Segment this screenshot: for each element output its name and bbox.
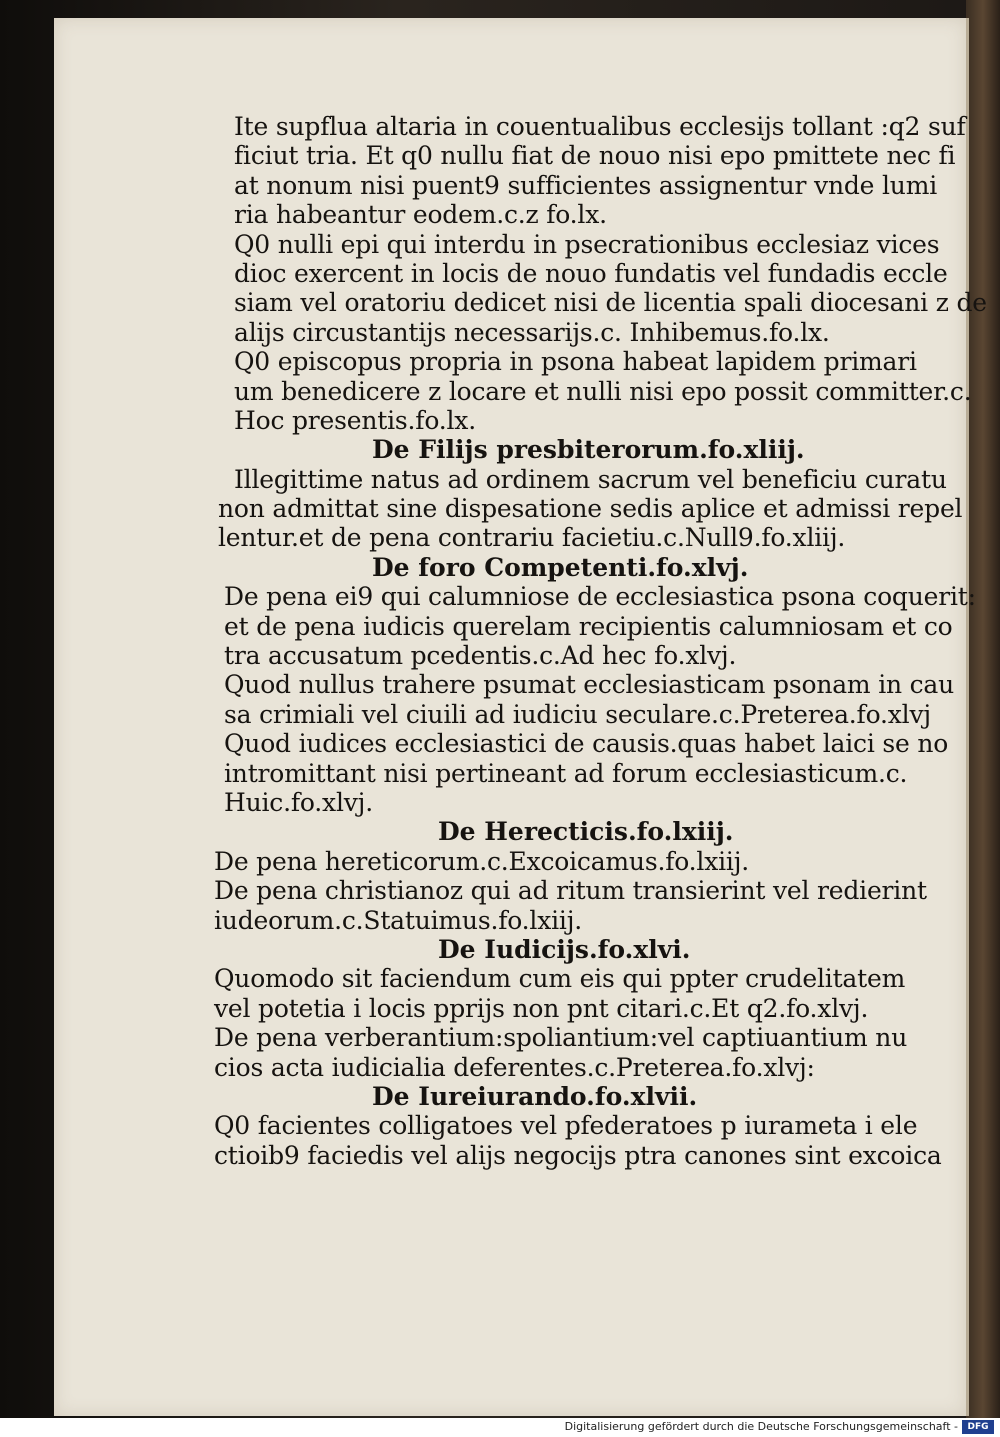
text-line: vel potetia i locis pprijs non pnt citari.c.Et q2.fo.xlvj. xyxy=(214,993,869,1023)
text-line: Illegittime natus ad ordinem sacrum vel beneficiu curatu xyxy=(234,464,947,494)
text-line: alijs circustantijs necessarijs.c. Inhibemus.fo.lx. xyxy=(234,317,830,347)
text-line: at nonum nisi puent9 sufficientes assignentur vnde lumi xyxy=(234,170,937,200)
section-heading: De foro Competenti.fo.xlvj. xyxy=(372,552,749,582)
section-heading: De Filijs presbiterorum.fo.xliij. xyxy=(372,435,805,465)
text-line: Quod nullus trahere psumat ecclesiasticam psonam in cau xyxy=(224,670,955,700)
text-line: sa crimiali vel ciuili ad iudiciu seculare.c.Preterea.fo.xlvj xyxy=(224,699,931,729)
text-line: Ite supflua altaria in couentualibus ecclesijs tollant :q2 suf xyxy=(234,112,966,141)
digitization-footer xyxy=(0,1418,1000,1437)
text-line: siam vel oratoriu dedicet nisi de licentia spali diocesani z de xyxy=(234,288,987,318)
page-text xyxy=(176,112,987,1170)
text-line: dioc exercent in locis de nouo fundatis vel fundadis eccle xyxy=(234,258,948,288)
text-line: tra accusatum pcedentis.c.Ad hec fo.xlvj. xyxy=(224,641,737,671)
text-line: Q0 nulli epi qui interdu in psecrationibus ecclesiaz vices xyxy=(234,229,940,259)
text-line: um benedicere z locare et nulli nisi epo possit committer.c. xyxy=(234,376,972,406)
text-line: et de pena iudicis querelam recipientis calumniosam et co xyxy=(224,611,953,641)
text-line: De pena hereticorum.c.Excoicamus.fo.lxiij. xyxy=(214,846,750,876)
text-line: non admittat sine dispesatione sedis aplice et admissi repel xyxy=(218,494,963,524)
text-line: ficiut tria. Et q0 nullu fiat de nouo nisi epo pmittete nec fi xyxy=(234,141,956,171)
section-heading: De Iureiurando.fo.xlvii. xyxy=(372,1081,698,1111)
dfg-logo: DFG xyxy=(962,1420,994,1434)
text-line: De pena ei9 qui calumniose de ecclesiastica psona coquerit: xyxy=(224,582,976,612)
text-line: De pena christianoz qui ad ritum transierint vel redierint xyxy=(214,876,927,906)
text-line: Quod iudices ecclesiastici de causis.quas habet laici se no xyxy=(224,729,949,759)
text-line: iudeorum.c.Statuimus.fo.lxiij. xyxy=(214,905,582,935)
text-line: Q0 facientes colligatoes vel pfederatoes p iurameta i ele xyxy=(214,1111,918,1141)
text-line: Quomodo sit faciendum cum eis qui ppter crudelitatem xyxy=(214,964,906,994)
footer-credit: Digitalisierung gefördert durch die Deutsche Forschungsgemeinschaft - xyxy=(564,1420,958,1433)
text-line: Q0 episcopus propria in psona habeat lapidem primari xyxy=(234,347,917,377)
section-heading: De Iudicijs.fo.xlvi. xyxy=(438,934,691,964)
text-line: ria habeantur eodem.c.z fo.lx. xyxy=(234,200,607,230)
text-line: Huic.fo.xlvj. xyxy=(224,787,373,817)
book-spine xyxy=(966,0,1000,1418)
text-line: cios acta iudicialia deferentes.c.Preterea.fo.xlvj: xyxy=(214,1052,815,1082)
text-line: intromittant nisi pertineant ad forum ecclesiasticum.c. xyxy=(224,758,908,788)
text-line: lentur.et de pena contrariu facietiu.c.Null9.fo.xliij. xyxy=(218,523,846,553)
text-line: Hoc presentis.fo.lx. xyxy=(234,405,476,435)
text-line: ctioib9 faciedis vel alijs negocijs ptra canones sint excoica xyxy=(214,1140,942,1170)
text-line: De pena verberantium:spoliantium:vel captiuantium nu xyxy=(214,1023,908,1053)
section-heading: De Herecticis.fo.lxiij. xyxy=(438,817,734,847)
